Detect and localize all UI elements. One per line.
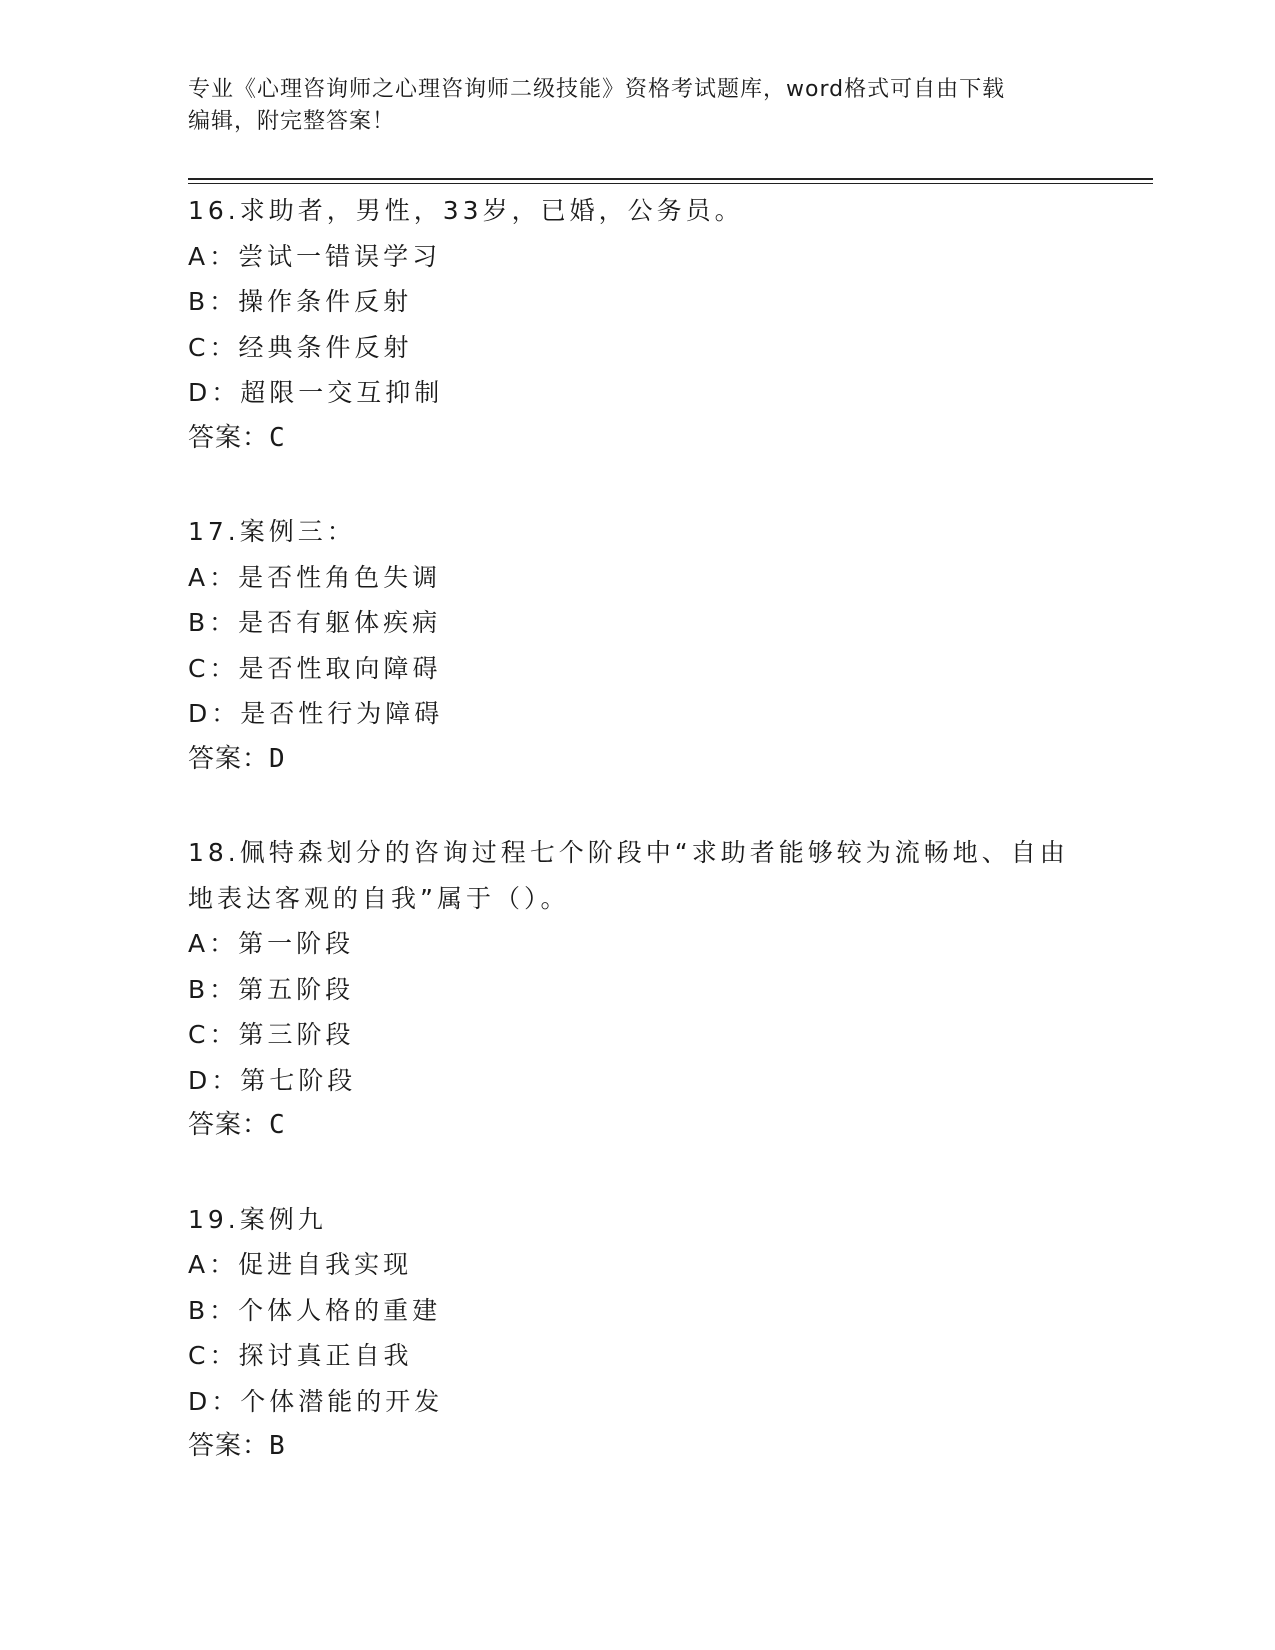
option-d: D：超限一交互抑制 bbox=[188, 378, 444, 407]
answer-value: D bbox=[269, 743, 286, 774]
option-a: A：第一阶段 bbox=[188, 929, 355, 958]
question-stem-continued: 地表达客观的自我”属于（）。 bbox=[188, 883, 570, 913]
answer-line bbox=[188, 737, 1088, 783]
question-19 bbox=[188, 1197, 1088, 1470]
answer-label: 答案： bbox=[188, 1110, 270, 1140]
option-d: D：是否性行为障碍 bbox=[188, 699, 444, 728]
option-d: D：个体潜能的开发 bbox=[188, 1386, 444, 1416]
option-a: A：是否性角色失调 bbox=[188, 562, 442, 592]
option-d: D：第七阶段 bbox=[188, 1065, 357, 1095]
option-c: C：第三阶段 bbox=[188, 1020, 355, 1049]
answer-label: 答案： bbox=[188, 422, 270, 453]
option-b: B：个体人格的重建 bbox=[188, 1295, 442, 1325]
option-c: C：是否性取向障碍 bbox=[188, 653, 442, 683]
answer-value: C bbox=[269, 1110, 286, 1140]
header-line-2: 编辑，附完整答案！ bbox=[188, 109, 396, 134]
header-line-1: 专业《心理咨询师之心理咨询师二级技能》资格考试题库，word格式可自由下载 bbox=[188, 77, 1006, 102]
answer-line bbox=[188, 1103, 1088, 1149]
answer-value: C bbox=[269, 422, 286, 453]
option-b: B：操作条件反射 bbox=[188, 287, 413, 316]
header-divider-thin bbox=[188, 183, 1153, 184]
option-a: A：尝试一错误学习 bbox=[188, 241, 442, 271]
answer-label: 答案： bbox=[188, 1431, 270, 1461]
question-17 bbox=[188, 509, 1088, 782]
document-header bbox=[188, 74, 1068, 138]
option-c: C：经典条件反射 bbox=[188, 332, 413, 362]
answer-line bbox=[188, 1424, 1088, 1470]
answer-line bbox=[188, 416, 1088, 462]
header-divider-thick bbox=[188, 178, 1153, 180]
option-a: A：促进自我实现 bbox=[188, 1250, 413, 1279]
question-stem: 19.案例九 bbox=[188, 1204, 327, 1234]
question-stem: 18.佩特森划分的咨询过程七个阶段中“求助者能够较为流畅地、自由 bbox=[188, 838, 1069, 867]
answer-label: 答案： bbox=[188, 743, 270, 774]
option-c: C：探讨真正自我 bbox=[188, 1341, 413, 1370]
question-list bbox=[188, 188, 1088, 1518]
option-b: B：是否有躯体疾病 bbox=[188, 608, 442, 637]
answer-value: B bbox=[269, 1431, 286, 1461]
question-stem: 16.求助者，男性，33岁，已婚，公务员。 bbox=[188, 196, 744, 225]
question-16 bbox=[188, 188, 1088, 461]
question-18 bbox=[188, 830, 1088, 1149]
option-b: B：第五阶段 bbox=[188, 974, 355, 1004]
question-stem: 17.案例三： bbox=[188, 517, 356, 546]
